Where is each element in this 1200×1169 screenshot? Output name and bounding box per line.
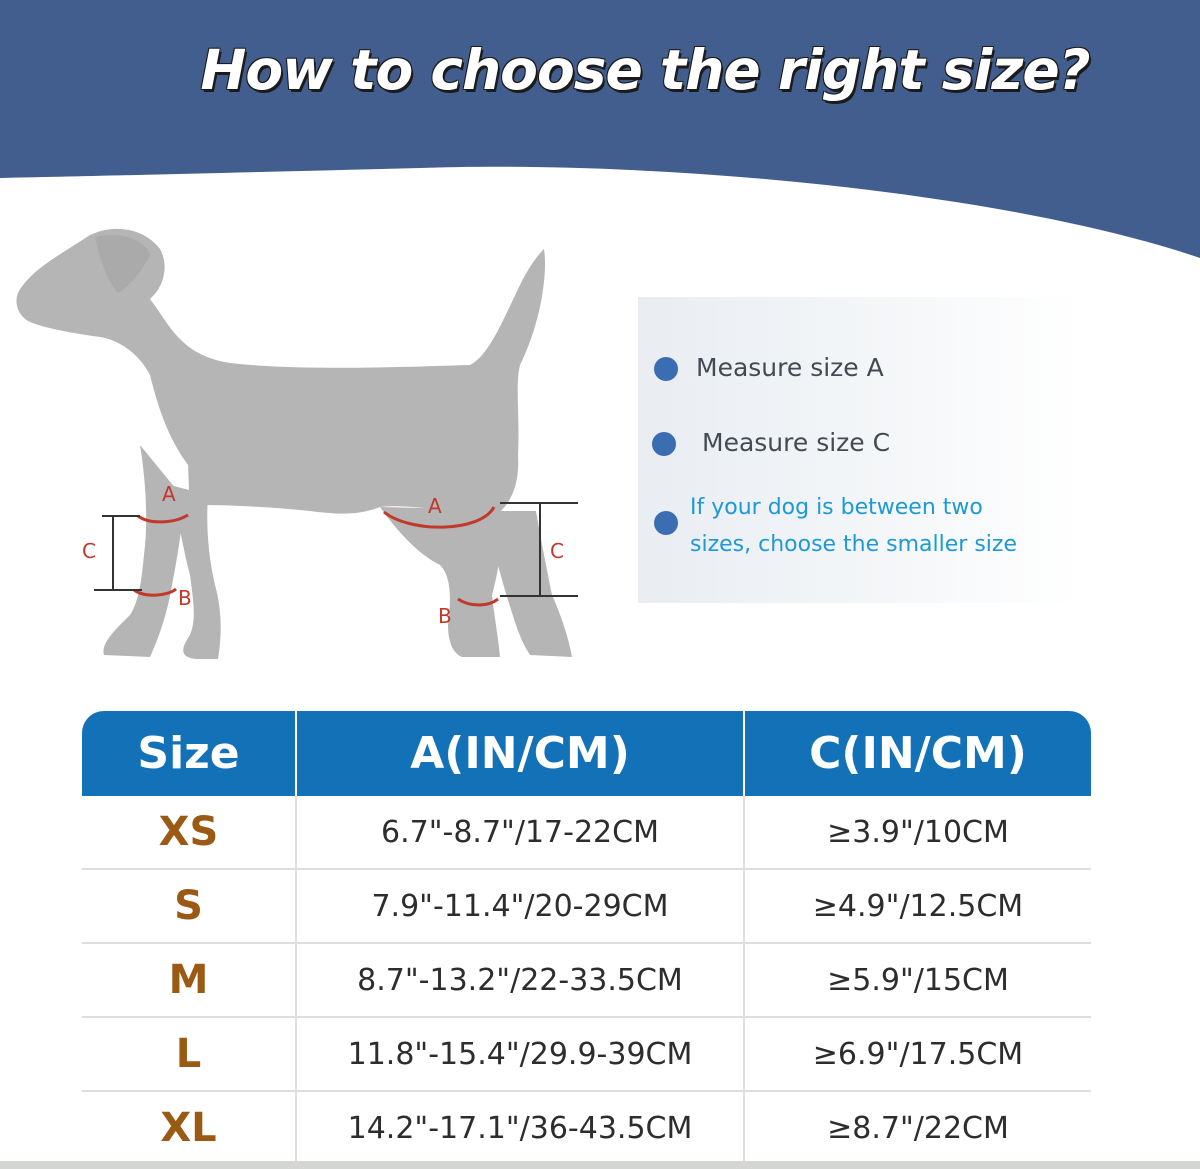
a-measure-cell: 14.2"-17.1"/36-43.5CM (296, 1091, 744, 1165)
label-c-right: C (550, 539, 564, 563)
bullet-dot-icon (654, 357, 678, 381)
label-c-left: C (82, 539, 96, 563)
label-a-right: A (428, 494, 442, 518)
page-title: How to choose the right size? (200, 38, 1090, 102)
front-leg-c-bracket (94, 516, 142, 590)
bullet-dot-icon (654, 511, 678, 535)
bottom-divider (0, 1161, 1200, 1169)
a-measure-cell: 7.9"-11.4"/20-29CM (296, 869, 744, 943)
size-chart-table (82, 711, 1091, 1166)
size-cell: M (82, 943, 296, 1017)
size-note-line-2: sizes, choose the smaller size (690, 532, 1017, 557)
a-measure-cell: 8.7"-13.2"/22-33.5CM (296, 943, 744, 1017)
c-measure-cell: ≥8.7"/22CM (744, 1091, 1091, 1165)
table-header-row (82, 711, 1091, 796)
table-row (82, 869, 1091, 943)
table-row (82, 796, 1091, 869)
c-measure-cell: ≥4.9"/12.5CM (744, 869, 1091, 943)
a-measure-cell: 6.7"-8.7"/17-22CM (296, 796, 744, 869)
dog-silhouette (16, 229, 572, 659)
table-row (82, 1017, 1091, 1091)
size-note (690, 489, 1017, 563)
dog-measurement-diagram (0, 215, 620, 685)
instruction-item-note (654, 489, 1017, 563)
column-header-size: Size (82, 711, 296, 796)
a-measure-cell: 11.8"-15.4"/29.9-39CM (296, 1017, 744, 1091)
instruction-item-c (652, 428, 890, 457)
size-cell: XL (82, 1091, 296, 1165)
c-measure-cell: ≥5.9"/15CM (744, 943, 1091, 1017)
size-cell: XS (82, 796, 296, 869)
label-a-left: A (162, 482, 176, 506)
measurement-instructions (638, 297, 1078, 603)
label-b-left: B (178, 586, 192, 610)
bullet-dot-icon (652, 432, 676, 456)
instruction-item-a (654, 353, 884, 382)
c-measure-cell: ≥6.9"/17.5CM (744, 1017, 1091, 1091)
size-cell: S (82, 869, 296, 943)
c-measure-cell: ≥3.9"/10CM (744, 796, 1091, 869)
table-row (82, 943, 1091, 1017)
instruction-text: Measure size C (702, 428, 891, 457)
size-note-line-1: If your dog is between two (690, 495, 983, 520)
label-b-right: B (438, 604, 452, 628)
instruction-text: Measure size A (696, 353, 884, 382)
size-cell: L (82, 1017, 296, 1091)
column-header-c: C(IN/CM) (744, 711, 1091, 796)
column-header-a: A(IN/CM) (296, 711, 744, 796)
table-row (82, 1091, 1091, 1165)
